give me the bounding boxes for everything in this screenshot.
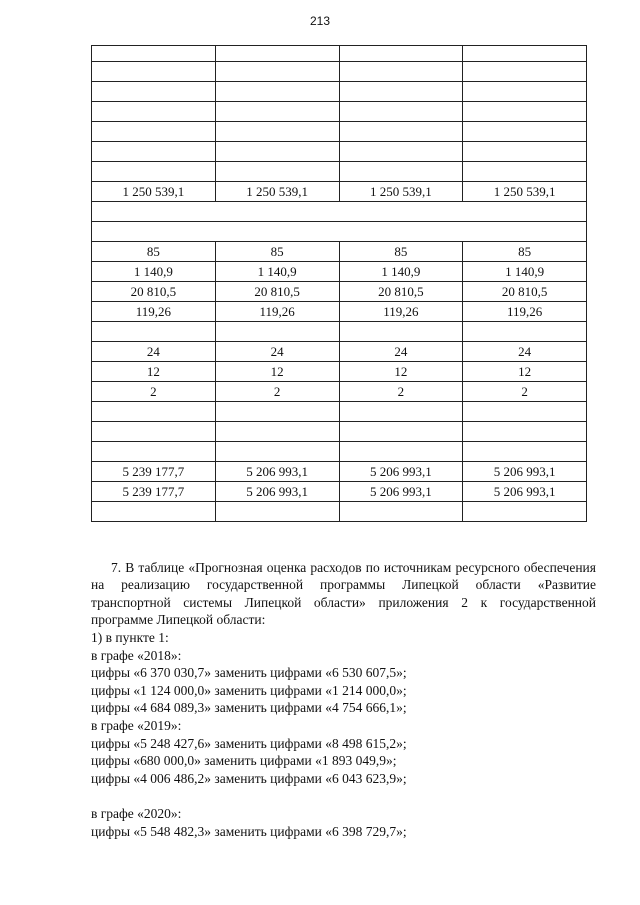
table-body bbox=[92, 46, 587, 522]
table-cell: 2 bbox=[463, 382, 587, 402]
table-cell-merged bbox=[92, 202, 587, 222]
table-cell: 1 140,9 bbox=[215, 262, 339, 282]
table-cell bbox=[339, 322, 463, 342]
table-cell: 1 250 539,1 bbox=[463, 182, 587, 202]
item-heading: 1) в пункте 1: bbox=[91, 629, 169, 645]
table-row bbox=[92, 362, 587, 382]
table-cell: 20 810,5 bbox=[215, 282, 339, 302]
table-cell: 24 bbox=[463, 342, 587, 362]
table-cell bbox=[92, 402, 216, 422]
table-cell bbox=[463, 102, 587, 122]
table-cell: 119,26 bbox=[92, 302, 216, 322]
table-cell bbox=[463, 82, 587, 102]
table-cell: 85 bbox=[92, 242, 216, 262]
table-row bbox=[92, 122, 587, 142]
table-cell: 119,26 bbox=[463, 302, 587, 322]
table-row bbox=[92, 46, 587, 62]
table-cell: 2 bbox=[339, 382, 463, 402]
table-cell bbox=[339, 162, 463, 182]
table-cell: 5 239 177,7 bbox=[92, 462, 216, 482]
table-cell bbox=[463, 142, 587, 162]
table-row bbox=[92, 62, 587, 82]
table-row bbox=[92, 302, 587, 322]
table-cell: 24 bbox=[339, 342, 463, 362]
table-cell: 12 bbox=[215, 362, 339, 382]
table-cell: 5 206 993,1 bbox=[463, 462, 587, 482]
table-cell bbox=[92, 82, 216, 102]
table-row bbox=[92, 242, 587, 262]
table-cell: 119,26 bbox=[339, 302, 463, 322]
table-cell: 2 bbox=[92, 382, 216, 402]
table-cell bbox=[339, 142, 463, 162]
table-cell: 5 206 993,1 bbox=[339, 462, 463, 482]
amendment-paragraph bbox=[91, 541, 596, 629]
table-cell bbox=[339, 122, 463, 142]
replacement-line: цифры «4 684 089,3» заменить цифрами «4 754 666,1»; bbox=[91, 700, 407, 716]
table-cell-merged bbox=[92, 222, 587, 242]
table-cell bbox=[215, 402, 339, 422]
table-cell: 12 bbox=[92, 362, 216, 382]
table-row bbox=[92, 382, 587, 402]
column-2019-heading: в графе «2019»: bbox=[91, 717, 182, 733]
table-cell bbox=[92, 102, 216, 122]
table-row bbox=[92, 162, 587, 182]
table-cell: 1 140,9 bbox=[463, 262, 587, 282]
table-cell: 119,26 bbox=[215, 302, 339, 322]
data-table bbox=[91, 45, 587, 522]
table-cell bbox=[339, 46, 463, 62]
table-row bbox=[92, 202, 587, 222]
table-cell bbox=[215, 322, 339, 342]
table-row bbox=[92, 102, 587, 122]
table-row bbox=[92, 462, 587, 482]
table-row bbox=[92, 422, 587, 442]
table-row bbox=[92, 262, 587, 282]
table-cell bbox=[92, 442, 216, 462]
table-cell bbox=[215, 442, 339, 462]
table-row bbox=[92, 502, 587, 522]
table-cell bbox=[92, 322, 216, 342]
table-row bbox=[92, 442, 587, 462]
table-cell: 12 bbox=[463, 362, 587, 382]
table-cell bbox=[463, 422, 587, 442]
table-cell bbox=[463, 122, 587, 142]
replacement-line: цифры «5 248 427,6» заменить цифрами «8 498 615,2»; bbox=[91, 735, 407, 751]
table-cell: 1 250 539,1 bbox=[215, 182, 339, 202]
table-cell bbox=[339, 82, 463, 102]
table-cell bbox=[339, 502, 463, 522]
table-cell bbox=[215, 82, 339, 102]
table-row bbox=[92, 482, 587, 502]
table-cell: 85 bbox=[339, 242, 463, 262]
table-cell bbox=[463, 442, 587, 462]
replacement-line: цифры «680 000,0» заменить цифрами «1 893 049,9»; bbox=[91, 753, 397, 769]
table-cell: 5 239 177,7 bbox=[92, 482, 216, 502]
table-row bbox=[92, 342, 587, 362]
replacement-line: цифры «6 370 030,7» заменить цифрами «6 530 607,5»; bbox=[91, 665, 407, 681]
table-cell bbox=[215, 62, 339, 82]
table-cell: 1 250 539,1 bbox=[339, 182, 463, 202]
table-cell bbox=[92, 62, 216, 82]
table-cell bbox=[92, 142, 216, 162]
table-cell: 20 810,5 bbox=[339, 282, 463, 302]
table-row bbox=[92, 322, 587, 342]
replacement-line: цифры «1 124 000,0» заменить цифрами «1 214 000,0»; bbox=[91, 682, 407, 698]
table-cell bbox=[463, 62, 587, 82]
table-cell bbox=[92, 502, 216, 522]
column-2020-heading: в графе «2020»: bbox=[91, 805, 182, 821]
table-row bbox=[92, 282, 587, 302]
table-cell bbox=[215, 122, 339, 142]
table-row bbox=[92, 182, 587, 202]
table-cell: 20 810,5 bbox=[463, 282, 587, 302]
table-cell bbox=[463, 322, 587, 342]
replacement-line: цифры «4 006 486,2» заменить цифрами «6 043 623,9»; bbox=[91, 770, 407, 786]
table-cell bbox=[463, 502, 587, 522]
table-row bbox=[92, 142, 587, 162]
table-cell: 1 140,9 bbox=[339, 262, 463, 282]
table-cell bbox=[339, 62, 463, 82]
table-cell: 5 206 993,1 bbox=[463, 482, 587, 502]
table-cell: 5 206 993,1 bbox=[339, 482, 463, 502]
table-cell bbox=[463, 402, 587, 422]
table-row bbox=[92, 402, 587, 422]
table-cell: 5 206 993,1 bbox=[215, 482, 339, 502]
table-cell bbox=[92, 422, 216, 442]
table-cell bbox=[92, 162, 216, 182]
table-row bbox=[92, 82, 587, 102]
table-cell bbox=[92, 122, 216, 142]
amendment-text bbox=[91, 541, 596, 840]
table-cell bbox=[215, 46, 339, 62]
table-cell: 24 bbox=[215, 342, 339, 362]
table-cell: 1 250 539,1 bbox=[92, 182, 216, 202]
table-cell bbox=[339, 402, 463, 422]
table-cell: 5 206 993,1 bbox=[215, 462, 339, 482]
table-cell bbox=[215, 102, 339, 122]
table-cell bbox=[92, 46, 216, 62]
table-cell bbox=[215, 502, 339, 522]
table-cell: 2 bbox=[215, 382, 339, 402]
table-cell bbox=[463, 162, 587, 182]
amendment-paragraph-text: 7. В таблице «Прогнозная оценка расходов по источникам ресурсного обеспечения на реализацию государственной программы Липецкой области «Развитие транспортной системы Липецкой области» приложения 2 к государственной программе Липецкой области: bbox=[91, 559, 596, 628]
table-cell bbox=[339, 102, 463, 122]
table-row bbox=[92, 222, 587, 242]
page-number: 213 bbox=[309, 14, 331, 28]
table-cell bbox=[215, 422, 339, 442]
table-cell bbox=[215, 142, 339, 162]
table-cell: 24 bbox=[92, 342, 216, 362]
table-cell: 85 bbox=[463, 242, 587, 262]
table-cell: 1 140,9 bbox=[92, 262, 216, 282]
table-cell: 85 bbox=[215, 242, 339, 262]
table-cell: 20 810,5 bbox=[92, 282, 216, 302]
table-cell bbox=[463, 46, 587, 62]
table-cell bbox=[215, 162, 339, 182]
column-2018-heading: в графе «2018»: bbox=[91, 647, 182, 663]
table-cell bbox=[339, 422, 463, 442]
table-cell bbox=[339, 442, 463, 462]
table-cell: 12 bbox=[339, 362, 463, 382]
replacement-line: цифры «5 548 482,3» заменить цифрами «6 398 729,7»; bbox=[91, 823, 407, 839]
blank-line bbox=[91, 787, 596, 805]
